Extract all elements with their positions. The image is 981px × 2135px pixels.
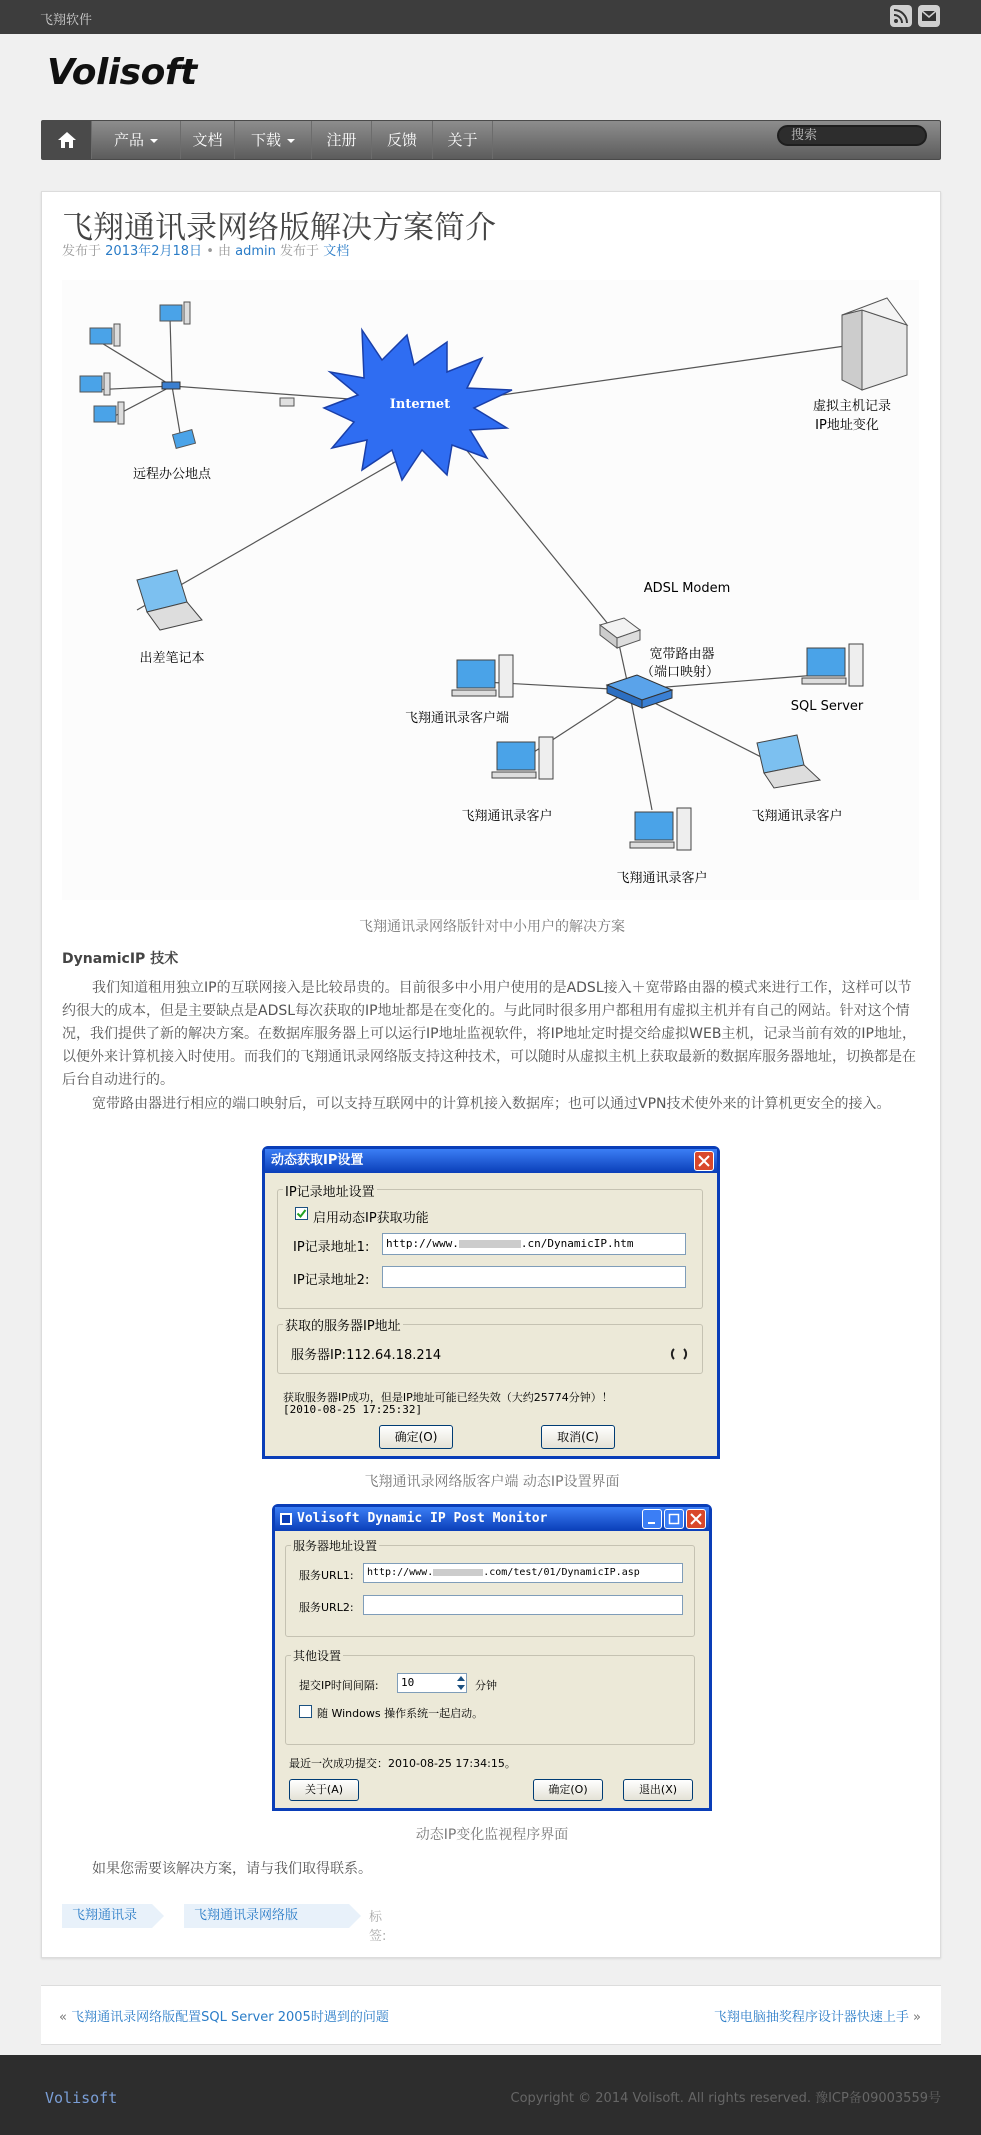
tags-label: 标签: (369, 1910, 387, 1944)
last-submit-status: 最近一次成功提交：2010-08-25 17:34:15。 (289, 1757, 516, 1770)
article (41, 191, 941, 1958)
dynamic-ip-settings-dialog (262, 1146, 720, 1459)
vhost-label-1: 虚拟主机记录 (812, 399, 892, 414)
url2-input[interactable] (363, 1595, 683, 1615)
prev-post-link[interactable] (59, 2006, 389, 2025)
footer-logo[interactable]: Volisoft (45, 2089, 118, 2107)
meta-category-link[interactable]: 文档 (323, 244, 350, 259)
nav-products[interactable] (92, 121, 181, 159)
laptop-label: 出差笔记本 (139, 651, 205, 666)
nav-register-label: 注册 (326, 131, 357, 149)
site-title[interactable]: Volisoft (47, 52, 197, 93)
chevron-down-icon (287, 139, 295, 143)
nav-about[interactable] (433, 121, 493, 159)
next-post-title: 飞翔电脑抽奖程序设计器快速上手 (713, 2010, 909, 2025)
dialog2-title: Volisoft Dynamic IP Post Monitor (297, 1511, 548, 1526)
client-main-label: 飞翔通讯录客户端 (404, 711, 510, 726)
client-c-label: 飞翔通讯录客户 (751, 809, 843, 824)
dialog1-titlebar (265, 1149, 717, 1173)
diagram-caption: 飞翔通讯录网络版针对中小用户的解决方案 (359, 919, 625, 935)
dialog1-close-button[interactable] (694, 1151, 714, 1171)
remote-office-label: 远程办公地点 (132, 467, 212, 482)
dialog1-ok-button[interactable]: 确定(O) (379, 1425, 453, 1449)
paragraph-3: 如果您需要该解决方案，请与我们取得联系。 (92, 1861, 372, 1877)
nav-register[interactable] (312, 121, 372, 159)
section-heading: DynamicIP 技术 (62, 951, 179, 967)
meta-date-link[interactable]: 2013年2月18日 (105, 244, 203, 259)
footer (0, 2055, 981, 2135)
addr1-value: http://www. (386, 1237, 459, 1250)
server-icon (842, 298, 907, 390)
paragraph-1: 我们知道租用独立IP的互联网接入是比较昂贵的。目前很多中小用户使用的是ADSL接入＋宽带路由器的模式来进行工作，这样可以节约很大的成本，但是主要缺点是ADSL每次获取的IP地址都是在变化的。与此同时很多用户都租用有虚拟主机并有自己的网站。针对这个情况，我们提供了新的解决方案。在数据库服务器上可以运行IP地址监视软件，将IP地址定时提交给虚拟WEB主机，记录当前有效的IP地址，以便外来计算机接入时使用。而我们的飞翔通讯录网络版支持这种技术，可以随时从虚拟主机上获取最新的数据库服务器地址，切换都是在后台自动进行的。 (62, 980, 917, 1088)
post-navigation (41, 1985, 941, 2045)
addr1-value-suffix: .cn/DynamicIP.htm (520, 1237, 634, 1250)
startup-label: 随 Windows 操作系统一起启动。 (317, 1707, 484, 1720)
tag-item[interactable]: 飞翔通讯录 (62, 1904, 152, 1928)
dialog2-ok-button[interactable]: 确定(O) (533, 1779, 603, 1801)
enable-dynamic-ip-checkbox[interactable] (295, 1207, 308, 1220)
checkmark-icon (296, 1208, 307, 1219)
top-bar (0, 0, 981, 34)
interval-value: 10 (401, 1676, 415, 1689)
dialog2-group-server-legend: 服务器地址设置 (293, 1539, 378, 1553)
dialog2-minimize-button[interactable] (642, 1509, 662, 1529)
post-title[interactable]: 飞翔通讯录网络版解决方案简介 (62, 210, 496, 246)
interval-label: 提交IP时间间隔: (299, 1679, 379, 1692)
client-b-label: 飞翔通讯录客户 (616, 871, 708, 886)
url1-value: http://www. (367, 1567, 434, 1578)
meta-posted-in: 发布于 (280, 244, 320, 259)
dialog1-cancel-button[interactable]: 取消(C) (541, 1425, 615, 1449)
meta-author-link[interactable]: admin (235, 244, 276, 259)
paragraph-2: 宽带路由器进行相应的端口映射后，可以支持互联网中的计算机接入数据库；也可以通过VPN技术使外来的计算机更安全的接入。 (92, 1096, 891, 1112)
dialog2-exit-button[interactable]: 退出(X) (623, 1779, 693, 1801)
dialog1-group-addr-legend: IP记录地址设置 (283, 1181, 377, 1200)
minimize-icon (645, 1512, 659, 1526)
redacted-domain (433, 1569, 483, 1576)
client-computer-icon (452, 655, 513, 697)
server-ip-value: 112.64.18.214 (346, 1348, 442, 1363)
refresh-icon[interactable] (670, 1345, 688, 1363)
client-a-computer-icon (492, 737, 553, 779)
post-meta (62, 240, 349, 259)
tag-item[interactable]: 飞翔通讯录网络版 (184, 1904, 349, 1928)
url1-input[interactable] (363, 1563, 683, 1583)
rss-icon[interactable] (890, 5, 912, 27)
router-label-2: （端口映射） (640, 665, 720, 680)
dialog2-about-button[interactable]: 关于(A) (289, 1779, 359, 1801)
dialog2-maximize-button[interactable] (664, 1509, 684, 1529)
enable-dynamic-ip-label: 启用动态IP获取功能 (313, 1211, 429, 1226)
nav-download[interactable] (235, 121, 312, 159)
modem-label: ADSL Modem (643, 581, 731, 596)
spinner-arrows-icon[interactable] (455, 1674, 467, 1692)
app-icon (279, 1512, 293, 1526)
router-label-1: 宽带路由器 (649, 647, 715, 662)
addr2-label: IP记录地址2: (293, 1273, 370, 1288)
nav-products-label: 产品 (113, 131, 144, 149)
maximize-icon (667, 1512, 681, 1526)
startup-checkbox[interactable] (299, 1705, 312, 1718)
addr1-input[interactable] (382, 1233, 686, 1255)
chevron-down-icon (150, 139, 158, 143)
addr1-label: IP记录地址1: (293, 1240, 370, 1255)
prev-quote: « (59, 2010, 67, 2025)
ip-post-monitor-dialog (272, 1504, 712, 1811)
nav-docs-label: 文档 (192, 131, 223, 149)
server-ip-row (291, 1344, 441, 1363)
client-a-label: 飞翔通讯录客户 (461, 809, 553, 824)
internet-label: Internet (389, 397, 451, 412)
search-input[interactable]: 搜索 (777, 125, 927, 146)
next-post-link[interactable] (714, 2006, 921, 2025)
main-nav (41, 120, 941, 160)
dialog2-group-server (285, 1545, 695, 1637)
nav-feedback[interactable] (372, 121, 433, 159)
interval-unit: 分钟 (475, 1679, 497, 1692)
status-line-2: [2010-08-25 17:25:32] (283, 1403, 423, 1416)
home-icon (57, 131, 77, 149)
dialog1-title: 动态获取IP设置 (271, 1153, 364, 1168)
nav-home-button[interactable] (42, 121, 92, 159)
sql-server-computer-icon (802, 644, 863, 686)
dialog1-group-ip-legend: 获取的服务器IP地址 (283, 1315, 403, 1334)
close-icon (689, 1512, 703, 1526)
dialog1-caption: 飞翔通讯录网络版客户端 动态IP设置界面 (364, 1474, 620, 1490)
dialog2-group-other-legend: 其他设置 (293, 1649, 342, 1663)
top-brand-link[interactable]: 飞翔软件 (40, 13, 93, 28)
vhost-label-2: IP地址变化 (815, 418, 879, 433)
server-ip-label: 服务器IP: (291, 1348, 347, 1363)
next-quote: » (913, 2010, 921, 2025)
mail-icon[interactable] (918, 5, 940, 27)
meta-posted-on: 发布于 (62, 244, 102, 259)
prev-post-title: 飞翔通讯录网络版配置SQL Server 2005时遇到的问题 (71, 2010, 389, 2025)
meta-by: • 由 (206, 244, 232, 259)
dialog2-caption: 动态IP变化监视程序界面 (415, 1827, 569, 1843)
client-b-computer-icon (630, 808, 691, 850)
nav-download-label: 下载 (250, 131, 281, 149)
addr2-input[interactable] (382, 1266, 686, 1288)
dialog2-close-button[interactable] (686, 1509, 706, 1529)
nav-about-label: 关于 (447, 131, 478, 149)
url1-label: 服务URL1: (299, 1569, 354, 1582)
close-icon (697, 1154, 711, 1168)
redacted-domain (459, 1240, 521, 1248)
nav-feedback-label: 反馈 (386, 131, 417, 149)
url1-value-suffix: .com/test/01/DynamicIP.asp (483, 1567, 640, 1578)
network-diagram (62, 280, 919, 900)
footer-copyright: Copyright © 2014 Volisoft. All rights reserved. 豫ICP备09003559号 (510, 2091, 941, 2106)
sql-server-label: SQL Server (790, 699, 864, 714)
nav-docs[interactable] (181, 121, 235, 159)
url2-label: 服务URL2: (299, 1601, 354, 1614)
dialog2-group-other (285, 1655, 695, 1745)
status-line-1: 获取服务器IP成功，但是IP地址可能已经失效（大约25774分钟）！ (283, 1391, 613, 1404)
